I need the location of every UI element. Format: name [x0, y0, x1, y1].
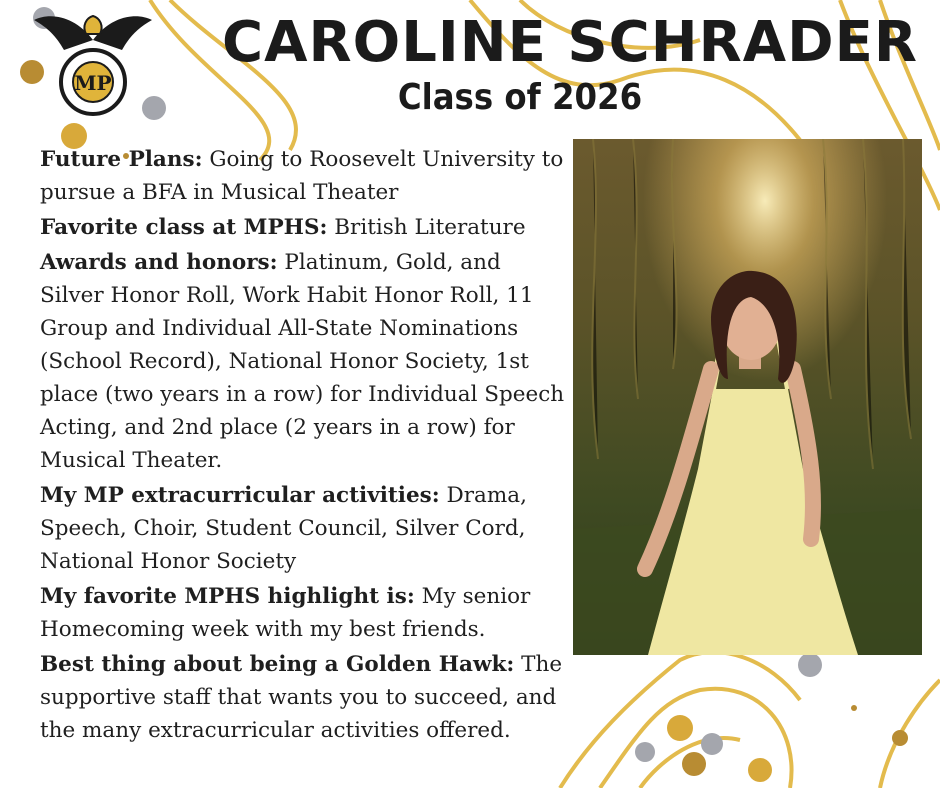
profile-label: Awards and honors:	[40, 250, 278, 275]
profile-text: British Literature	[327, 215, 526, 240]
profile-item-future-plans	[40, 143, 570, 209]
student-profile	[40, 143, 570, 749]
logo-monogram: MP	[74, 71, 112, 95]
profile-label: My favorite MPHS highlight is:	[40, 584, 415, 609]
profile-item-favorite-class	[40, 211, 570, 244]
profile-text: Going to Roosevelt University to pursue a BFA in Musical Theater	[40, 147, 564, 205]
profile-item-activities	[40, 479, 570, 578]
profile-text: My senior Homecoming week with my best friends.	[40, 584, 531, 642]
profile-item-golden-hawk	[40, 648, 570, 747]
hawk-wings-icon	[34, 16, 152, 50]
student-name: CAROLINE SCHRADER	[222, 10, 918, 75]
senior-portrait-photo	[573, 139, 922, 655]
profile-text: The supportive staff that wants you to succeed, and the many extracurricular activities offered.	[40, 652, 563, 743]
profile-label: Future Plans:	[40, 147, 203, 172]
school-district-logo	[30, 6, 156, 118]
profile-text: Drama, Speech, Choir, Student Council, Silver Cord, National Honor Society	[40, 483, 527, 574]
profile-label: Best thing about being a Golden Hawk:	[40, 652, 515, 677]
class-year: Class of 2026	[397, 77, 643, 118]
profile-label: My MP extracurricular activities:	[40, 483, 440, 508]
profile-item-awards	[40, 246, 570, 477]
profile-item-highlight	[40, 580, 570, 646]
profile-label: Favorite class at MPHS:	[40, 215, 328, 240]
profile-text: Platinum, Gold, and Silver Honor Roll, Work Habit Honor Roll, 11 Group and Individual All-State Nominations (School Record), National Honor Society, 1st place (two years in a row) for Individual Speech Acting, and 2nd place (2 years in a row) for Musical Theater.	[40, 250, 565, 473]
